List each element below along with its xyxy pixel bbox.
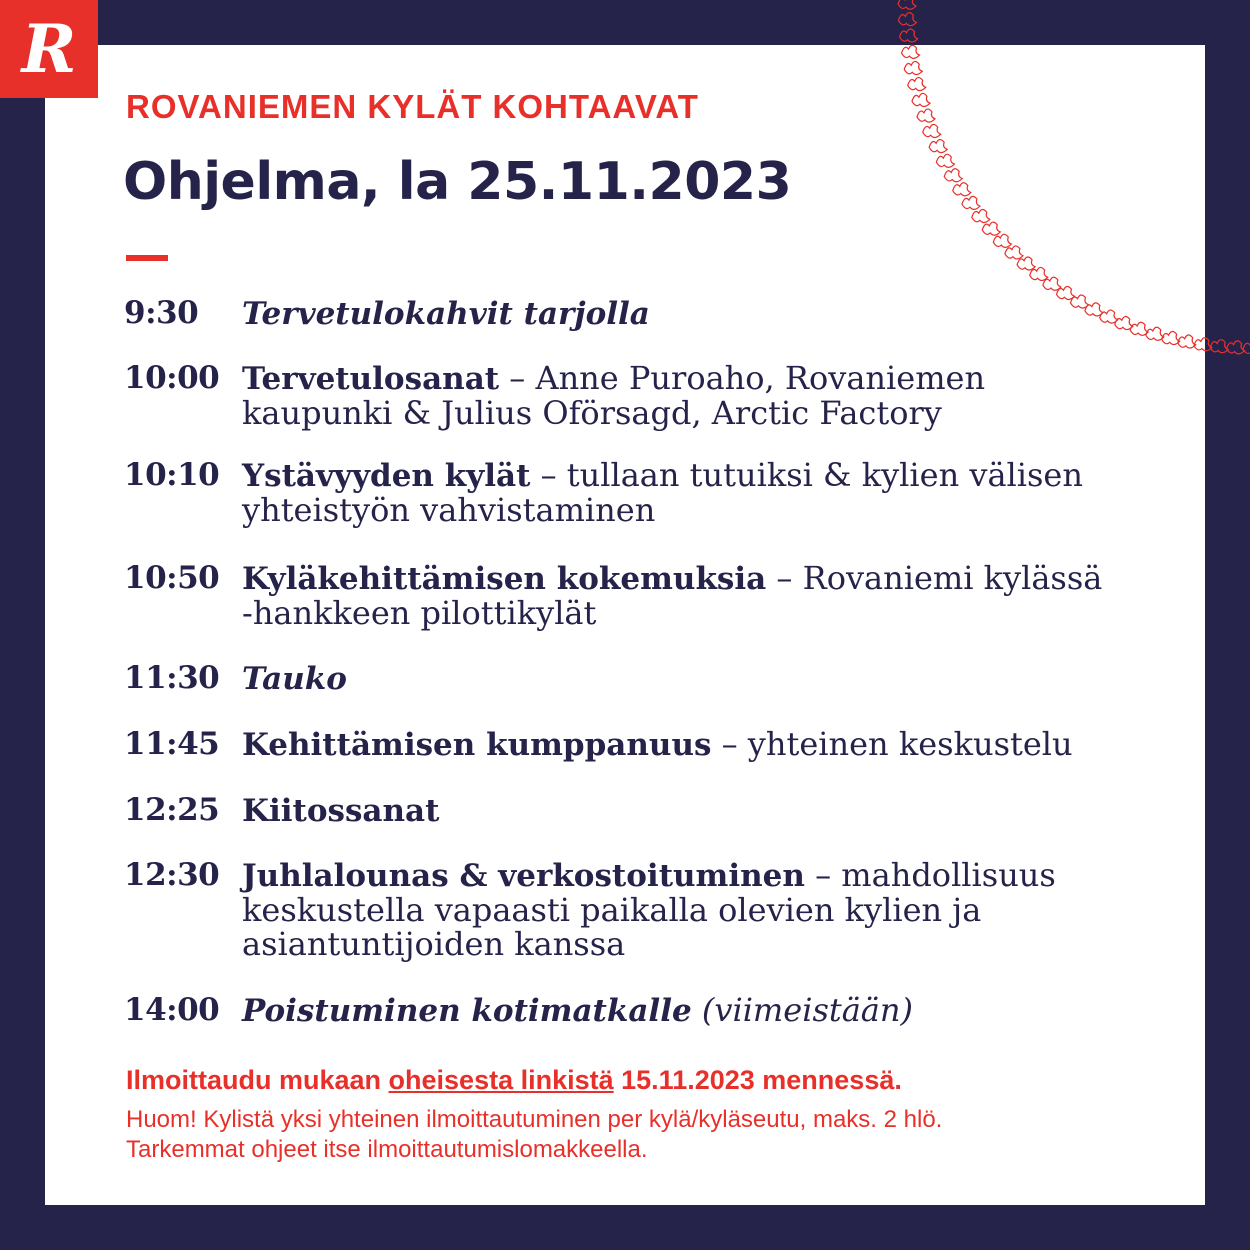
ornament-motif	[1194, 338, 1212, 351]
schedule-title: Kehittämisen kumppanuus	[242, 727, 712, 763]
schedule-time: 10:10	[124, 457, 220, 493]
ornament-motif	[1178, 335, 1196, 348]
ornament-motif	[1005, 246, 1023, 259]
ornament-motif	[953, 183, 971, 196]
rovaniemi-logo	[0, 0, 98, 98]
ornament-motif	[962, 196, 980, 209]
schedule-detail: yhteinen keskustelu	[747, 725, 1073, 763]
schedule-time: 9:30	[124, 295, 199, 331]
schedule-detail: Rovaniemi kylässä -hankkeen pilottikylät	[242, 559, 1103, 632]
schedule-time: 14:00	[124, 992, 220, 1028]
schedule-separator: –	[711, 725, 748, 763]
schedule-time: 11:45	[124, 726, 220, 762]
ornament-motif	[917, 109, 935, 122]
registration-link[interactable]: oheisesta linkistä	[388, 1065, 614, 1095]
schedule-title: Juhlalounas & verkostoituminen	[242, 858, 805, 894]
ornament-motif	[1162, 332, 1180, 345]
ornament-motif	[1243, 341, 1250, 354]
schedule-separator: –	[804, 856, 842, 894]
schedule-detail: tullaan tutuiksi & kylien välisen yhteistyön vahvistaminen	[242, 456, 1083, 529]
ornament-motif	[1130, 322, 1148, 335]
schedule-time: 11:30	[124, 660, 220, 696]
ornament-motif	[972, 209, 990, 222]
schedule-detail: Anne Puroaho, Rovaniemen kaupunki & Julius Oförsagd, Arctic Factory	[242, 359, 986, 432]
ornament-motif	[1017, 257, 1035, 270]
registration-line	[126, 1065, 902, 1096]
ornament-motif	[936, 154, 954, 167]
event-kicker: ROVANIEMEN KYLÄT KOHTAAVAT	[126, 88, 699, 125]
schedule-note: (viimeistään)	[691, 991, 913, 1029]
schedule-time: 10:00	[124, 360, 220, 396]
logo-letter: R	[21, 10, 77, 88]
schedule-title: Kyläkehittämisen kokemuksia	[242, 561, 767, 597]
ornament-motif	[982, 222, 1000, 235]
registration-note	[126, 1105, 942, 1165]
schedule-description	[242, 296, 1122, 331]
schedule-time: 12:30	[124, 857, 220, 893]
schedule-description	[242, 993, 1122, 1028]
ornament-motif	[993, 234, 1011, 247]
schedule-description	[242, 727, 1122, 762]
ornament-motif	[923, 124, 941, 137]
ornament-motif	[902, 45, 920, 58]
schedule-title: Tervetulosanat	[242, 361, 500, 397]
schedule-title: Ystävyyden kylät	[242, 458, 531, 494]
registration-note-line1: Huom! Kylistä yksi yhteinen ilmoittautuminen per kylä/kyläseutu, maks. 2 hlö.	[126, 1106, 943, 1133]
ornament-motif	[1146, 327, 1164, 340]
ornament-motif	[929, 140, 947, 153]
ornament-motif	[1210, 340, 1228, 353]
schedule-time: 12:25	[124, 792, 220, 828]
schedule-separator: –	[766, 559, 803, 597]
registration-note-line2: Tarkemmat ohjeet itse ilmoittautumislomakkeella.	[126, 1136, 648, 1163]
schedule-separator: –	[530, 456, 567, 494]
ornament-motif	[908, 78, 926, 91]
ornament-motif	[912, 93, 930, 106]
ornament-motif	[904, 62, 922, 75]
schedule-detail: mahdollisuus keskustella vapaasti paikalla olevien kylien ja asiantuntijoiden kanssa	[242, 856, 1056, 963]
ornament-motif	[1227, 341, 1245, 354]
schedule-description	[242, 793, 1122, 828]
schedule-title: Poistuminen kotimatkalle	[242, 993, 692, 1029]
ornament-motif	[898, 0, 916, 9]
schedule-description	[242, 361, 1122, 430]
schedule-description	[242, 858, 1122, 961]
schedule-description	[242, 561, 1122, 630]
schedule-title: Tauko	[242, 661, 347, 697]
ornament-motif	[900, 29, 918, 42]
registration-prefix: Ilmoittaudu mukaan	[126, 1065, 389, 1095]
schedule-separator: –	[499, 359, 536, 397]
title-divider	[126, 255, 168, 261]
ornament-motif	[944, 169, 962, 182]
page-title: Ohjelma, la 25.11.2023	[123, 152, 792, 212]
schedule-description	[242, 661, 1122, 696]
schedule-title: Tervetulokahvit tarjolla	[242, 296, 650, 332]
ornament-motif	[898, 13, 916, 26]
schedule-description	[242, 458, 1122, 527]
registration-suffix: 15.11.2023 mennessä.	[613, 1065, 902, 1095]
schedule-time: 10:50	[124, 560, 220, 596]
schedule-title: Kiitossanat	[242, 793, 440, 829]
